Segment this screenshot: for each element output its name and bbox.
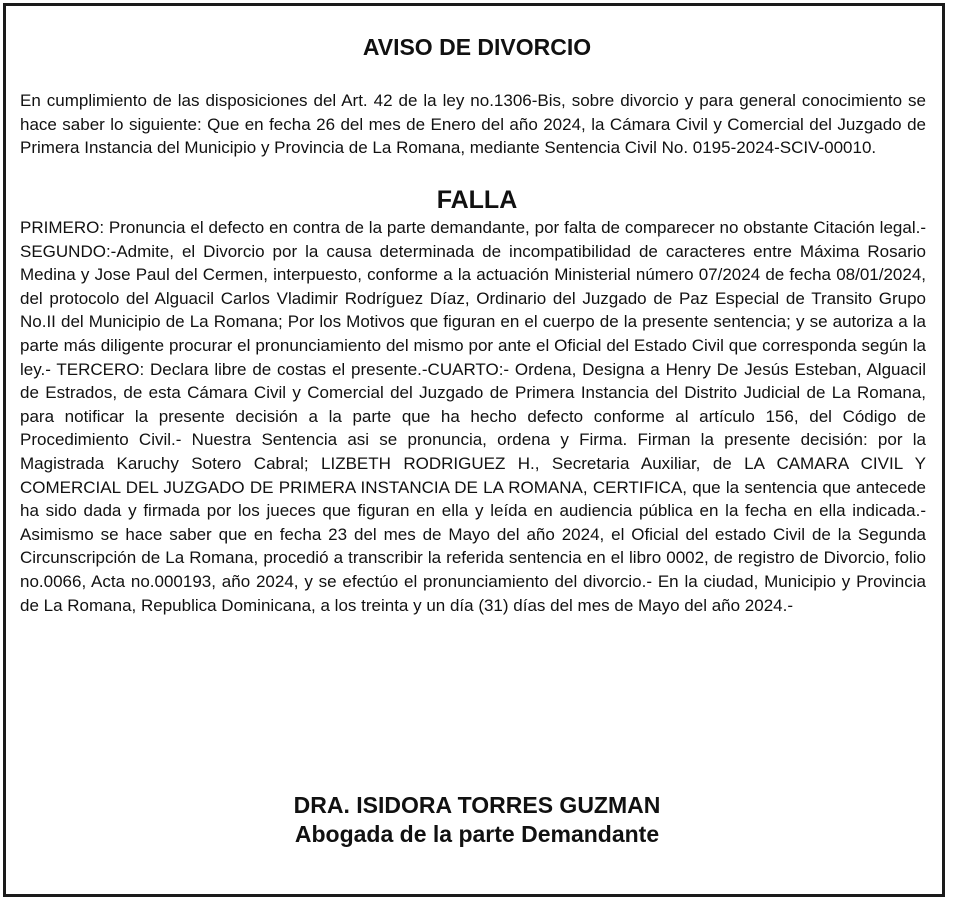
notice-body-paragraph: PRIMERO: Pronuncia el defecto en contra de la parte demandante, por falta de comparecer no obstante Citación legal.-SEGUNDO:-Admite, el Divorcio por la causa determinada de incompatibilidad de caracteres entre Máxima Rosario Medina y Jose Paul del Cermen, interpuesto, conforme a la actuación Ministerial número 07/2024 de fecha 08/01/2024, del protocolo del Alguacil Carlos Vladimir Rodríguez Díaz, Ordinario del Juzgado de Paz Especial de Transito Grupo No.II del Municipio de La Romana; Por los Motivos que figuran en el cuerpo de la presente sentencia; y se autoriza a la parte más diligente procurar el pronunciamiento del mismo por ante el Oficial del Estado Civil que corresponda según la ley.- TERCERO: Declara libre de costas el presente.-CUARTO:- Ordena, Designa a Henry De Jesús Esteban, Alguacil de Estrados, de esta Cámara Civil y Comercial del Juzgado de Primera Instancia del Distrito Judicial de La Romana, para notificar la presente decisión a la parte que ha hecho defecto conforme al artículo 156, del Código de Procedimiento Civil.- Nuestra Sentencia asi se pronuncia, ordena y Firma. Firman la presente decisión: por la Magistrada Karuchy Sotero Cabral; LIZBETH RODRIGUEZ H., Secretaria Auxiliar, de LA CAMARA CIVIL Y COMERCIAL DEL JUZGADO DE PRIMERA INSTANCIA DE LA ROMANA, CERTIFICA, que la sentencia que antecede ha sido dada y firmada por los jueces que figuran en ella y leída en audiencia pública en la fecha en ella indicada.-Asimismo se hace saber que en fecha 23 del mes de Mayo del año 2024, el Oficial del estado Civil de la Segunda Circunscripción de La Romana, procedió a transcribir la referida sentencia en el libro 0002, de registro de Divorcio, folio no.0066, Acta no.000193, año 2024, y se efectúo el pronunciamiento del divorcio.- En la ciudad, Municipio y Provincia de La Romana, Republica Dominicana, a los treinta y un día (31) días del mes de Mayo del año 2024.- <box>20 218 926 615</box>
notice-intro-paragraph: En cumplimiento de las disposiciones del Art. 42 de la ley no.1306-Bis, sobre divorcio y para general conocimiento se hace saber lo siguiente: Que en fecha 26 del mes de Enero del año 2024, la Cámara Civil y Comercial del Juzgado de Primera Instancia del Municipio y Provincia de La Romana, mediante Sentencia Civil No. 0195-2024-SCIV-00010. <box>20 91 926 157</box>
signer-name: DRA. ISIDORA TORRES GUZMAN <box>293 792 661 818</box>
falla-heading: FALLA <box>436 186 518 214</box>
notice-title: AVISO DE DIVORCIO <box>362 34 592 60</box>
signer-role: Abogada de la parte Demandante <box>294 821 660 847</box>
